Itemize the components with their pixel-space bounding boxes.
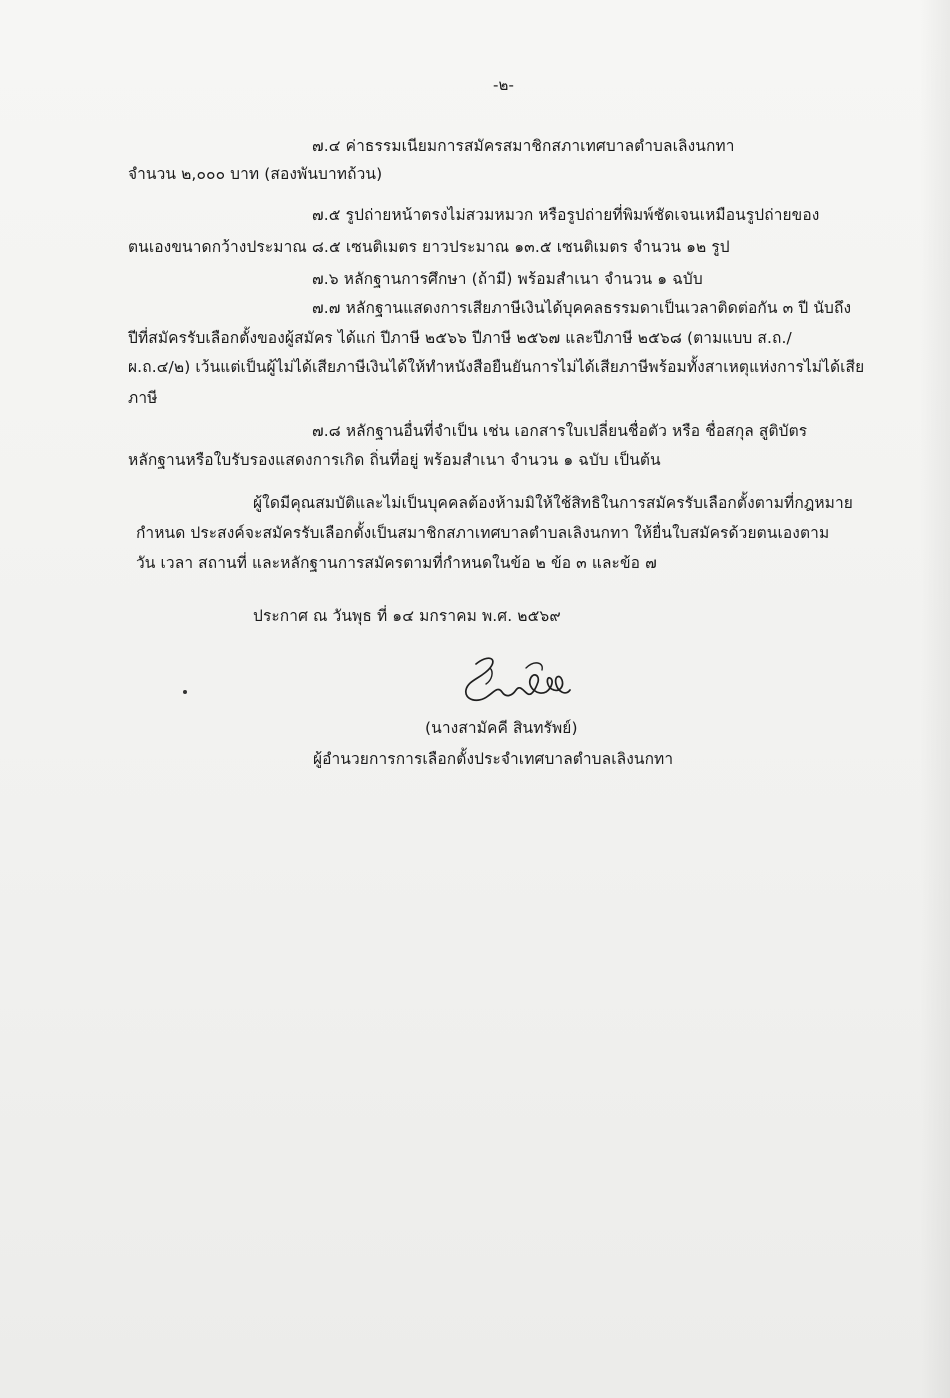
item-7-7-line-4: ภาษี bbox=[128, 389, 158, 407]
item-7-7-line-2: ปีที่สมัครรับเลือกตั้งของผู้สมัคร ได้แก่ ปีภาษี ๒๕๖๖ ปีภาษี ๒๕๖๗ และปีภาษี ๒๕๖๘ (ตามแบบ ส.ถ./ bbox=[128, 329, 792, 347]
item-7-8-detail: หลักฐานหรือใบรับรองแสดงการเกิด ถิ่นที่อยู่ พร้อมสำเนา จำนวน ๑ ฉบับ เป็นต้น bbox=[128, 451, 661, 469]
closing-paragraph-line-3: วัน เวลา สถานที่ และหลักฐานการสมัครตามที่กำหนดในข้อ ๒ ข้อ ๓ และข้อ ๗ bbox=[136, 554, 657, 572]
signer-name: (นางสามัคคี สินทรัพย์) bbox=[425, 719, 578, 737]
item-7-5-heading: ๗.๕ รูปถ่ายหน้าตรงไม่สวมหมวก หรือรูปถ่ายที่พิมพ์ชัดเจนเหมือนรูปถ่ายของ bbox=[312, 206, 820, 224]
item-7-4-amount: จำนวน ๒,๐๐๐ บาท (สองพันบาทถ้วน) bbox=[128, 165, 383, 183]
item-7-8-heading: ๗.๘ หลักฐานอื่นที่จำเป็น เช่น เอกสารใบเปลี่ยนชื่อตัว หรือ ชื่อสกุล สูติบัตร bbox=[312, 422, 808, 440]
handwritten-signature bbox=[454, 650, 574, 712]
item-7-4-heading: ๗.๔ ค่าธรรมเนียมการสมัครสมาชิกสภาเทศบาลตำบลเลิงนกทา bbox=[312, 137, 735, 155]
item-7-5-detail: ตนเองขนาดกว้างประมาณ ๘.๕ เซนติเมตร ยาวประมาณ ๑๓.๕ เซนติเมตร จำนวน ๑๒ รูป bbox=[128, 238, 730, 256]
item-7-7-line-3: ผ.ถ.๔/๒) เว้นแต่เป็นผู้ไม่ได้เสียภาษีเงินได้ให้ทำหนังสือยืนยันการไม่ได้เสียภาษีพร้อมทั้งสาเหตุแห่งการไม่ได้เสีย bbox=[128, 358, 865, 376]
signer-title: ผู้อำนวยการการเลือกตั้งประจำเทศบาลตำบลเลิงนกทา bbox=[313, 750, 674, 768]
closing-paragraph-line-2: กำหนด ประสงค์จะสมัครรับเลือกตั้งเป็นสมาชิกสภาเทศบาลตำบลเลิงนกทา ให้ยื่นใบสมัครด้วยตนเองตาม bbox=[136, 524, 830, 542]
stray-ink-dot bbox=[183, 690, 187, 694]
closing-paragraph-line-1: ผู้ใดมีคุณสมบัติและไม่เป็นบุคคลต้องห้ามมิให้ใช้สิทธิในการสมัครรับเลือกตั้งตามที่กฎหมาย bbox=[253, 494, 853, 512]
announcement-date: ประกาศ ณ วันพุธ ที่ ๑๔ มกราคม พ.ศ. ๒๕๖๙ bbox=[253, 607, 561, 625]
item-7-7-heading: ๗.๗ หลักฐานแสดงการเสียภาษีเงินได้บุคคลธรรมดาเป็นเวลาติดต่อกัน ๓ ปี นับถึง bbox=[312, 299, 852, 317]
page-edge-shadow bbox=[920, 0, 950, 1398]
page-number: -๒- bbox=[493, 76, 515, 94]
item-7-6: ๗.๖ หลักฐานการศึกษา (ถ้ามี) พร้อมสำเนา จำนวน ๑ ฉบับ bbox=[312, 270, 703, 288]
